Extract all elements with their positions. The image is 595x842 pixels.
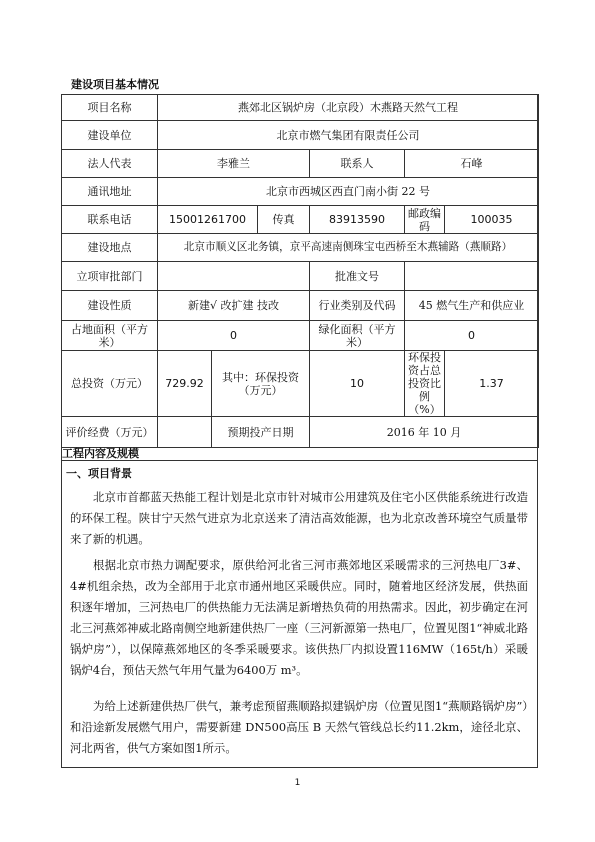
land-area-value: 0 — [158, 321, 310, 351]
postcode-value: 100035 — [445, 206, 539, 234]
industry-label: 行业类别及代码 — [310, 291, 405, 321]
nature-value: 新建√ 改扩建 技改 — [158, 291, 310, 321]
approval-no-value — [405, 262, 539, 291]
phone-label: 联系电话 — [62, 206, 158, 234]
address-value: 北京市西城区西直门南小街 22 号 — [158, 178, 539, 206]
row-site — [62, 234, 539, 262]
project-name-value: 燕郊北区锅炉房（北京段）木燕路天然气工程 — [158, 95, 539, 121]
section-title: 工程内容及规模 — [62, 447, 139, 460]
row-address — [62, 178, 539, 206]
green-area-label: 绿化面积（平方米） — [310, 321, 405, 351]
row-phone — [62, 206, 539, 234]
approval-no-label: 批准文号 — [310, 262, 405, 291]
row-builder — [62, 121, 539, 150]
row-area — [62, 321, 539, 351]
green-area-value: 0 — [405, 321, 539, 351]
postcode-label: 邮政编码 — [405, 206, 445, 234]
eval-fee-value — [158, 417, 212, 448]
section-divider — [61, 460, 538, 461]
paragraph-3: 为给上述新建供热厂供气，兼考虑预留燕顺路拟建锅炉房（位置见图1“燕顺路锅炉房”）和沿途新发展燃气用户，需要新建 DN500高压 B 天然气管线总长约11.2km，途径北京、河北两省，供气方案如图1所示。 — [70, 699, 528, 755]
row-legal-rep — [62, 150, 539, 178]
total-invest-label: 总投资（万元） — [62, 351, 158, 417]
fax-value: 83913590 — [310, 206, 405, 234]
phone-value: 15001261700 — [158, 206, 258, 234]
contact-value: 石峰 — [405, 150, 539, 178]
row-nature — [62, 291, 539, 321]
approval-dept-label: 立项审批部门 — [62, 262, 158, 291]
address-label: 通讯地址 — [62, 178, 158, 206]
start-date-value: 2016 年 10 月 — [310, 417, 539, 448]
row-approval — [62, 262, 539, 291]
fax-label: 传真 — [258, 206, 310, 234]
env-invest-label: 其中：环保投资（万元） — [212, 351, 310, 417]
total-invest-value: 729.92 — [158, 351, 212, 417]
legal-rep-value: 李雅兰 — [158, 150, 310, 178]
subsection-title: 一、项目背景 — [66, 467, 132, 480]
row-eval — [62, 417, 539, 448]
industry-value: 45 燃气生产和供应业 — [405, 291, 539, 321]
site-label: 建设地点 — [62, 234, 158, 262]
paragraph-2: 根据北京市热力调配要求，原供给河北省三河市燕郊地区采暖需求的三河热电厂3#、4#机组余热，改为全部用于北京市通州地区采暖供应。同时，随着地区经济发展，供热面积逐年增加，三河热电厂的供热能力无法满足新增热负荷的用热需求。因此，初步确定在河北三河燕郊神威北路南侧空地新建供热厂一座（三河新源第一热电厂，位置见图1“神威北路锅炉房”），以保障燕郊地区的冬季采暖要求。该供热厂内拟设置116MW（165t/h）采暖锅炉4台，预估天然气年用气量为6400万 m³。 — [70, 558, 528, 677]
paragraph-1: 北京市首都蓝天热能工程计划是北京市针对城市公用建筑及住宅小区供能系统进行改造的环保工程。陕甘宁天然气进京为北京送来了清洁高效能源，也为北京改善环境空气质量带来了新的机遇。 — [70, 490, 528, 546]
builder-label: 建设单位 — [62, 121, 158, 150]
project-info-table — [61, 94, 539, 448]
site-value: 北京市顺义区北务镇，京平高速南侧珠宝屯西桥至木燕辅路（燕顺路） — [158, 234, 539, 262]
nature-label: 建设性质 — [62, 291, 158, 321]
doc-title: 建设项目基本情况 — [71, 78, 159, 91]
legal-rep-label: 法人代表 — [62, 150, 158, 178]
row-investment — [62, 351, 539, 417]
approval-dept-value — [158, 262, 310, 291]
start-date-label: 预期投产日期 — [212, 417, 310, 448]
contact-label: 联系人 — [310, 150, 405, 178]
land-area-label: 占地面积（平方米） — [62, 321, 158, 351]
builder-value: 北京市燃气集团有限责任公司 — [158, 121, 539, 150]
env-ratio-value: 1.37 — [445, 351, 539, 417]
page-number: 1 — [294, 778, 301, 788]
project-name-label: 项目名称 — [62, 95, 158, 121]
env-ratio-label: 环保投资占总投资比例（%） — [405, 351, 445, 417]
eval-fee-label: 评价经费（万元） — [62, 417, 158, 448]
env-invest-value: 10 — [310, 351, 405, 417]
row-project-name — [62, 95, 539, 121]
